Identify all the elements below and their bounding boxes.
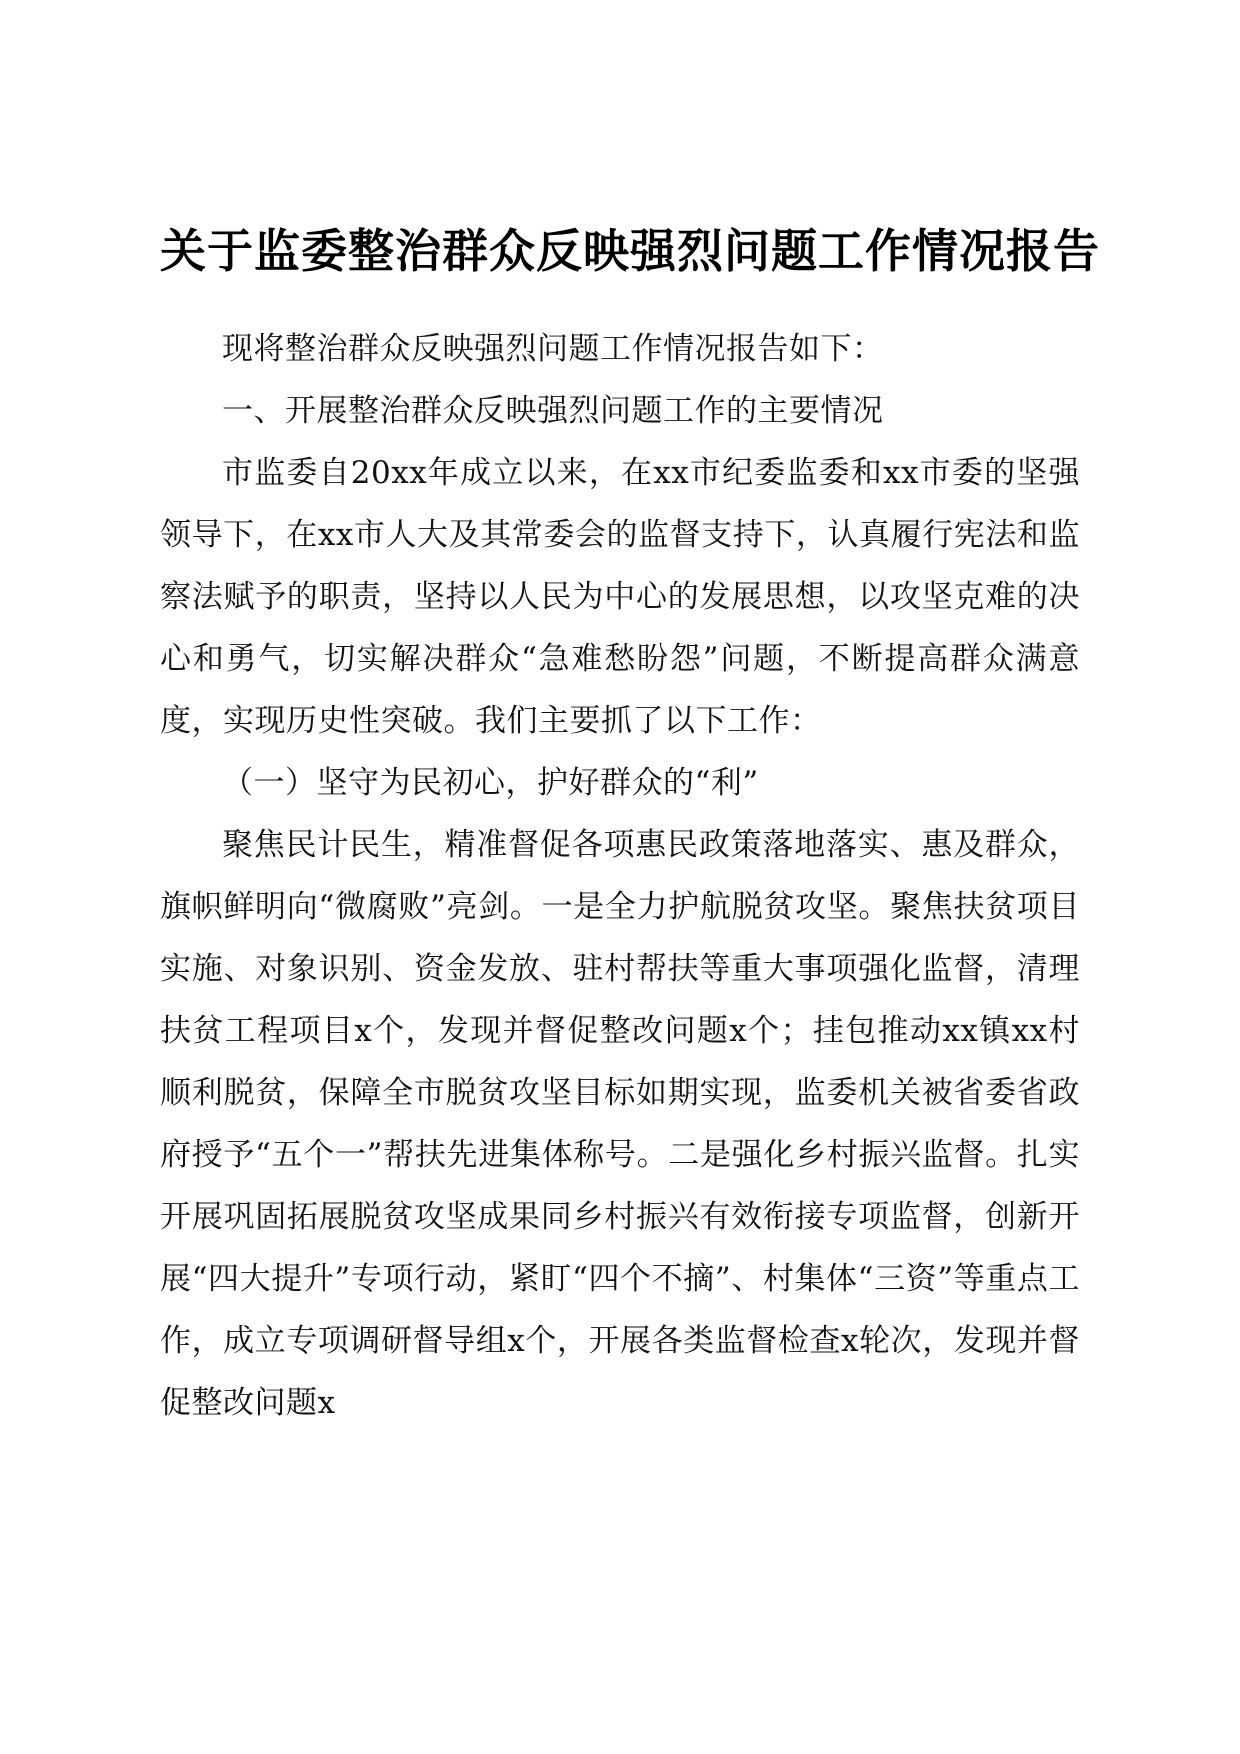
subsection-heading-1: （一）坚守为民初心，护好群众的“利” xyxy=(222,765,759,801)
paragraph-overview: 市监委自20xx年成立以来，在xx市纪委监委和xx市委的坚强领导下，在xx市人大及其常委会的监督支持下，认真履行宪法和监察法赋予的职责，坚持以人民为中心的发展思想，以攻坚克难的决心和勇气，切实解决群众“急难愁盼怨”问题，不断提高群众满意度，实现历史性突破。我们主要抓了以下工作： xyxy=(160,455,1080,739)
document-page xyxy=(160,0,1100,1754)
paragraph-intro: 现将整治群众反映强烈问题工作情况报告如下： xyxy=(222,331,884,367)
document-title: 关于监委整治群众反映强烈问题工作情况报告 xyxy=(160,224,1100,278)
paragraph-details: 聚焦民计民生，精准督促各项惠民政策落地落实、惠及群众，旗帜鲜明向“微腐败”亮剑。一是全力护航脱贫攻坚。聚焦扶贫项目实施、对象识别、资金发放、驻村帮扶等重大事项强化监督，清理扶贫工程项目x个，发现并督促整改问题x个；挂包推动xx镇xx村顺利脱贫，保障全市脱贫攻坚目标如期实现，监委机关被省委省政府授予“五个一”帮扶先进集体称号。二是强化乡村振兴监督。扎实开展巩固拓展脱贫攻坚成果同乡村振兴有效衔接专项监督，创新开展“四大提升”专项行动，紧盯“四个不摘”、村集体“三资”等重点工作，成立专项调研督导组x个，开展各类监督检查x轮次，发现并督促整改问题x xyxy=(160,827,1080,1421)
document-body xyxy=(160,318,1080,1434)
section-heading-1: 一、开展整治群众反映强烈问题工作的主要情况 xyxy=(222,393,884,429)
